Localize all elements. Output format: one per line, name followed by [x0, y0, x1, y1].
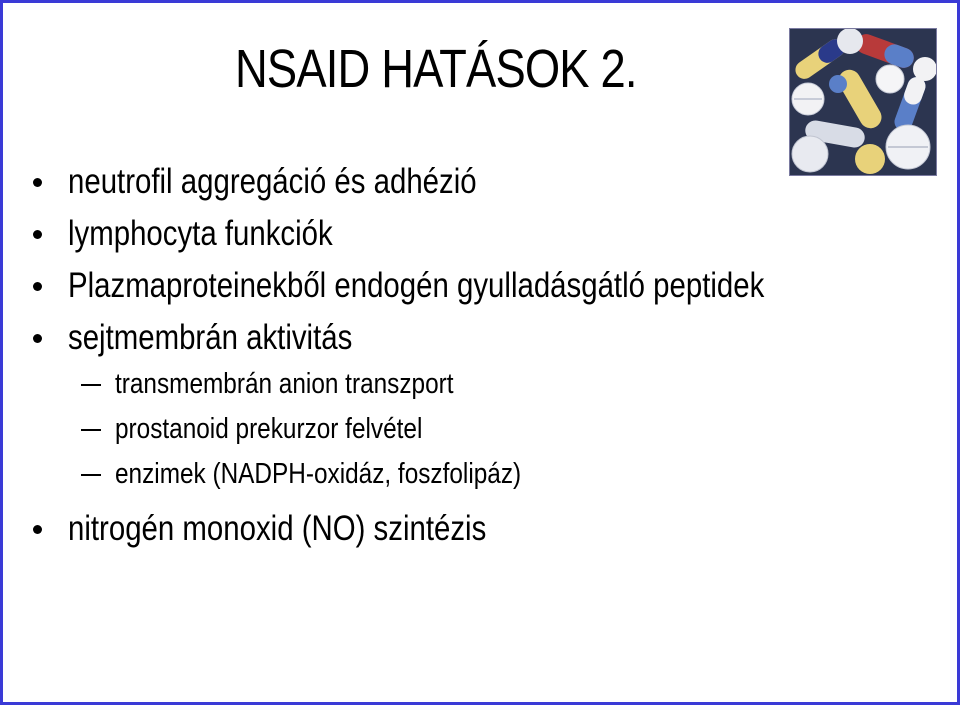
bullet-item: neutrofil aggregáció és adhézió: [68, 162, 477, 201]
bullet-dot: [33, 282, 42, 291]
bullet-item: Plazmaproteinekből endogén gyulladásgátló peptidek: [68, 266, 765, 305]
bullet-item: lymphocyta funkciók: [68, 214, 333, 253]
sub-bullet-item: enzimek (NADPH-oxidáz, foszfolipáz): [115, 458, 522, 490]
sub-bullet-item: prostanoid prekurzor felvétel: [115, 413, 423, 445]
bullet-dot: [33, 334, 42, 343]
sub-bullet-item: transmembrán anion transzport: [115, 368, 454, 400]
bullet-dot: [33, 178, 42, 187]
bullet-item: sejtmembrán aktivitás: [68, 318, 353, 357]
sub-bullet-dash: [81, 474, 101, 476]
bullet-dot: [33, 230, 42, 239]
slide-title: NSAID HATÁSOK 2.: [235, 39, 637, 99]
pills-image: [789, 28, 937, 176]
bullet-dot: [33, 525, 42, 534]
bullet-item: nitrogén monoxid (NO) szintézis: [68, 509, 487, 548]
pills-illustration: [790, 29, 936, 175]
sub-bullet-dash: [81, 429, 101, 431]
sub-bullet-dash: [81, 384, 101, 386]
